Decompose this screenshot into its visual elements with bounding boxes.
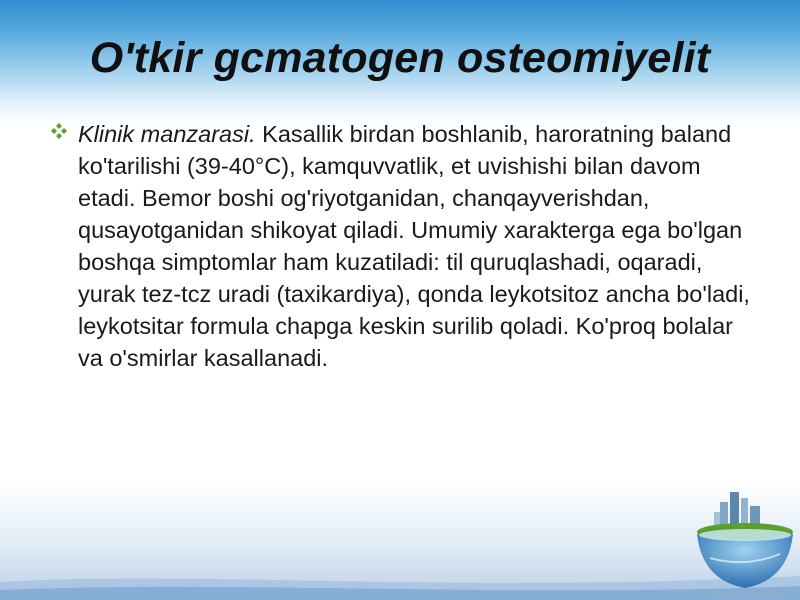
bottom-wave-decoration <box>0 568 800 600</box>
bullet-text <box>78 118 758 374</box>
globe-city-decoration <box>690 488 800 600</box>
diamond-bullet-icon <box>50 122 68 140</box>
slide-title: O'tkir gcmatogen osteomiyelit <box>89 34 711 82</box>
bullet-label: Klinik manzarasi. <box>78 121 256 147</box>
bullet-body: Kasallik birdan boshlanib, haroratning baland ko'tarilishi (39-40°C), kamquvvatlik, et uvishishi bilan davom etadi. Bemor boshi og'riyotganidan, chanqayverishdan, qusayotganidan shikoyat qiladi. Umumiy xarakterga ega bo'lgan boshqa simptomlar ham kuzatiladi: til quruqlashadi, oqaradi, yurak tez-tcz uradi (taxikardiya), qonda leykotsitoz ancha bo'ladi, leykotsitar formula chapga keskin surilib qoladi. Ko'proq bolalar va o'smirlar kasallanadi. <box>78 121 750 371</box>
